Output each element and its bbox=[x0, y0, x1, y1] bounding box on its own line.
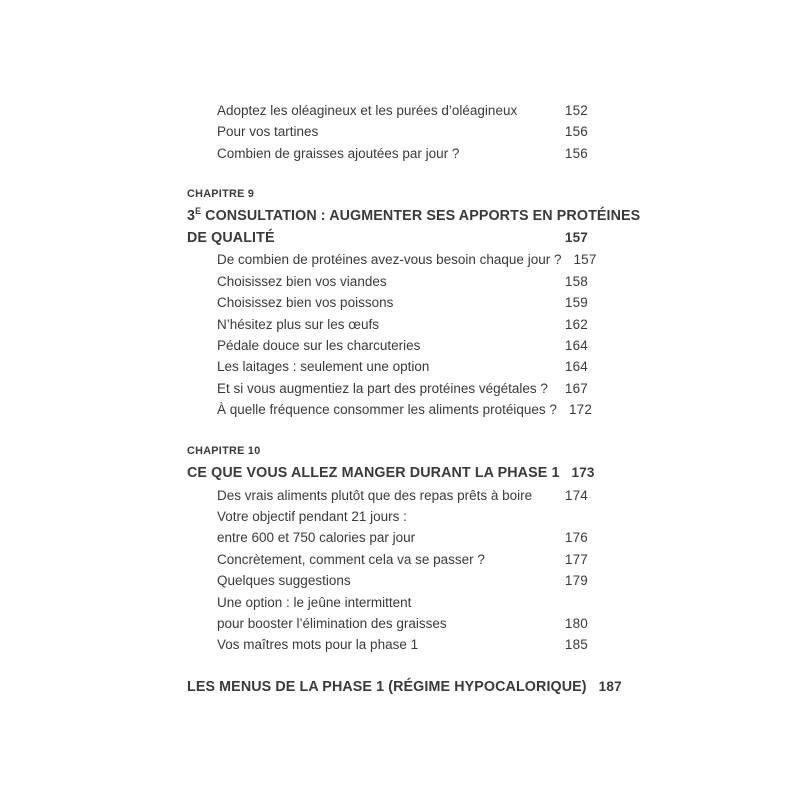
toc-row bbox=[187, 100, 588, 121]
toc-entry-label: Pédale douce sur les charcuteries bbox=[217, 338, 421, 354]
toc-entry-label: N’hésitez plus sur les œufs bbox=[217, 316, 380, 332]
toc-row bbox=[187, 592, 588, 613]
chapter-number-label: CHAPITRE 9 bbox=[187, 188, 255, 201]
toc-row bbox=[187, 634, 588, 655]
toc-entry-page: 159 bbox=[564, 295, 588, 311]
toc-row bbox=[187, 249, 597, 270]
toc-row bbox=[187, 356, 588, 377]
toc-row bbox=[187, 549, 588, 570]
toc-row bbox=[187, 271, 588, 292]
toc-entry-page: 167 bbox=[564, 380, 588, 396]
toc-row bbox=[187, 314, 588, 335]
chapter-number-label: CHAPITRE 10 bbox=[187, 444, 261, 457]
chapter-title-label: DE QUALITÉ bbox=[187, 230, 275, 247]
toc-entry-label: Une option : le jeûne intermittent bbox=[217, 594, 412, 610]
toc-entry-label: Adoptez les oléagineux et les purées d’oléagineux bbox=[217, 103, 518, 118]
chapter-title-label bbox=[187, 206, 652, 227]
toc-entry-label: Concrètement, comment cela va se passer ? bbox=[217, 551, 485, 567]
toc-row bbox=[187, 335, 588, 356]
toc-entry-label: Votre objectif pendant 21 jours : bbox=[217, 508, 407, 524]
table-of-contents bbox=[187, 100, 641, 698]
toc-entry-page: 152 bbox=[564, 103, 588, 118]
toc-entry-label: Et si vous augmentiez la part des protéines végétales ? bbox=[217, 380, 548, 396]
toc-entry-label: Vos maîtres mots pour la phase 1 bbox=[217, 637, 419, 653]
toc-entry-label: pour booster l’élimination des graisses bbox=[217, 615, 447, 631]
chapter-10-label-row bbox=[187, 441, 588, 462]
toc-entry-page: 177 bbox=[564, 551, 588, 567]
toc-row bbox=[187, 506, 588, 527]
toc-entry-page: 156 bbox=[564, 124, 588, 140]
toc-entry-page: 174 bbox=[564, 487, 588, 503]
toc-entry-page: 172 bbox=[568, 402, 593, 418]
toc-entry-label: Pour vos tartines bbox=[217, 124, 319, 140]
toc-entry-label: Choisissez bien vos poissons bbox=[217, 295, 394, 311]
chapter-title-text: CONSULTATION : AUGMENTER SES APPORTS EN PROTÉINES bbox=[201, 207, 641, 224]
toc-entry-page: 176 bbox=[564, 530, 588, 546]
toc-entry-label: Choisissez bien vos viandes bbox=[217, 273, 387, 289]
section-menus-title-row bbox=[187, 676, 622, 698]
toc-entry-label: Des vrais aliments plutôt que des repas prêts à boire bbox=[217, 487, 533, 503]
toc-entry-page: 185 bbox=[564, 637, 588, 653]
toc-entry-page: 156 bbox=[564, 145, 588, 161]
toc-entry-page: 180 bbox=[564, 615, 588, 631]
toc-entry-page: 162 bbox=[564, 316, 588, 332]
toc-entry-label: De combien de protéines avez-vous besoin chaque jour ? bbox=[217, 252, 562, 268]
toc-entry-label: Quelques suggestions bbox=[217, 573, 351, 589]
toc-row bbox=[187, 527, 588, 548]
toc-entry-page: 179 bbox=[564, 573, 588, 589]
chapter-title-label: CE QUE VOUS ALLEZ MANGER DURANT LA PHASE 1 bbox=[187, 465, 560, 482]
toc-row bbox=[187, 143, 588, 164]
chapter-10-title-row bbox=[187, 462, 595, 484]
ordinal-number: 3 bbox=[187, 207, 196, 224]
toc-entry-page: 164 bbox=[564, 338, 588, 354]
toc-entry-label: Les laitages : seulement une option bbox=[217, 359, 430, 375]
toc-entry-page: 157 bbox=[573, 252, 597, 268]
toc-entry-label: Combien de graisses ajoutées par jour ? bbox=[217, 145, 460, 161]
toc-entry-page: 187 bbox=[598, 678, 622, 694]
toc-row bbox=[187, 613, 588, 634]
toc-entry-page: 164 bbox=[564, 359, 588, 375]
toc-row bbox=[187, 485, 588, 506]
toc-row bbox=[187, 292, 588, 313]
toc-entry-label: À quelle fréquence consommer les aliments protéiques ? bbox=[217, 402, 557, 418]
toc-entry-label: entre 600 et 750 calories par jour bbox=[217, 530, 416, 546]
toc-entry-page: 157 bbox=[564, 230, 588, 246]
toc-entry-page: 158 bbox=[564, 273, 588, 289]
chapter-9-title-row-line2 bbox=[187, 227, 588, 249]
chapter-9-title-row-line1 bbox=[187, 205, 641, 227]
toc-row bbox=[187, 121, 588, 142]
ordinal-suffix: E bbox=[195, 205, 202, 216]
chapter-9-label-row bbox=[187, 184, 588, 205]
toc-row bbox=[187, 378, 588, 399]
toc-row bbox=[187, 570, 588, 591]
toc-row bbox=[187, 399, 593, 420]
toc-entry-page: 173 bbox=[571, 465, 595, 481]
section-title-label: LES MENUS DE LA PHASE 1 (RÉGIME HYPOCALORIQUE) bbox=[187, 678, 587, 695]
